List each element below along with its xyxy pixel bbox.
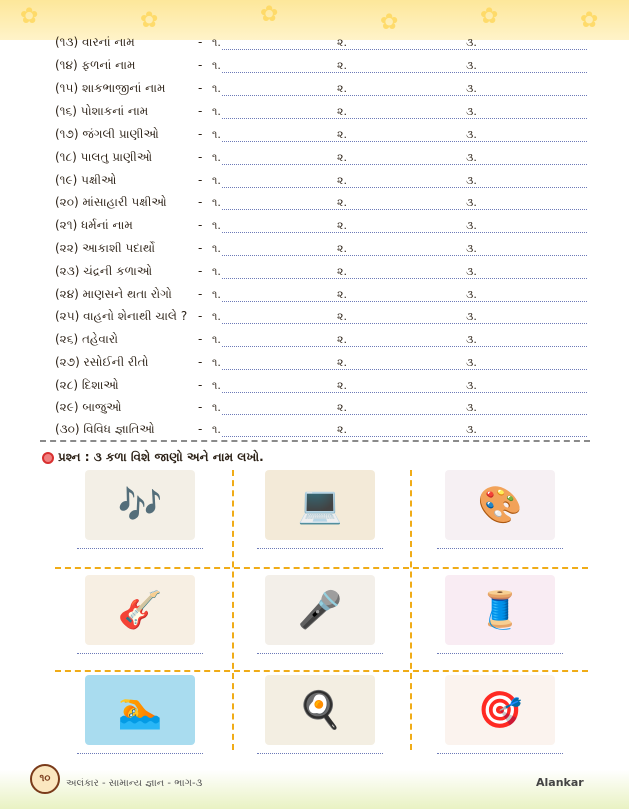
blank-3-number: ૩. [466,356,477,369]
blank-2-number: ૨. [337,82,347,95]
list-row [0,330,629,352]
blank-2-number: ૨. [337,174,347,187]
blank-1-number: ૧. [212,265,221,278]
blank-1-number: ૧. [212,128,221,141]
answer-line[interactable] [222,141,587,142]
picture-cell [425,575,575,665]
answer-line[interactable] [222,72,587,73]
blank-3-number: ૩. [466,59,477,72]
row-label: (૨૩) ચંદ્રની કળાઓ [55,264,153,278]
row-dash: - [198,378,203,392]
question-3-title [42,450,264,465]
answer-line[interactable] [77,653,203,654]
list-row [0,420,629,442]
row-dash: - [198,218,203,232]
answer-line[interactable] [222,369,587,370]
blank-2-number: ૨. [337,196,347,209]
answer-line[interactable] [222,232,587,233]
blank-2-number: ૨. [337,379,347,392]
answer-line[interactable] [257,548,383,549]
blank-1-number: ૧. [212,36,221,49]
row-label: (૨૨) આકાશી પદાર્થો [55,241,155,255]
answer-line[interactable] [257,753,383,754]
list-row [0,56,629,78]
answer-line[interactable] [222,187,587,188]
blank-2-number: ૨. [337,356,347,369]
row-dash: - [198,104,203,118]
blank-3-number: ૩. [466,401,477,414]
grid-divider-horizontal [55,567,588,569]
blank-2-number: ૨. [337,36,347,49]
blank-2-number: ૨. [337,59,347,72]
picture-glyph: 🎨 [477,485,523,526]
row-dash: - [198,400,203,414]
picture-glyph: 🧵 [477,590,523,631]
row-label: (૨૬) તહેવારો [55,332,119,346]
picture-glyph: 🍳 [297,690,343,731]
picture-glyph: 🎸 [117,590,163,631]
blank-3-number: ૩. [466,36,477,49]
blank-1-number: ૧. [212,333,221,346]
flower-icon: ✿ [480,4,499,29]
list-row [0,285,629,307]
blank-2-number: ૨. [337,401,347,414]
singers-icon [265,575,375,645]
blank-1-number: ૧. [212,310,221,323]
answer-line[interactable] [437,653,563,654]
list-row [0,307,629,329]
answer-line[interactable] [222,255,587,256]
blank-1-number: ૧. [212,379,221,392]
list-row [0,239,629,261]
blank-1-number: ૧. [212,401,221,414]
picture-cell [425,470,575,560]
shooter-icon [445,675,555,745]
answer-line[interactable] [222,301,587,302]
list-row [0,353,629,375]
answer-line[interactable] [222,209,587,210]
list-row [0,79,629,101]
list-row [0,216,629,238]
list-row [0,102,629,124]
answer-line[interactable] [257,653,383,654]
answer-line[interactable] [222,278,587,279]
flower-icon: ✿ [260,2,279,27]
blank-3-number: ૩. [466,379,477,392]
answer-line[interactable] [222,118,587,119]
row-label: (૨૫) વાહનો શેનાથી ચાલે ? [55,309,188,323]
picture-cell [65,575,215,665]
flower-icon: ✿ [380,10,399,35]
row-label: (૨૦) માંસાહારી પક્ષીઓ [55,195,167,209]
row-label: (૨૮) દિશાઓ [55,378,119,392]
picture-glyph: 🎤 [297,590,343,631]
blank-3-number: ૩. [466,128,477,141]
row-label: (૨૭) રસોઈની રીતો [55,355,149,369]
blank-1-number: ૧. [212,59,221,72]
blank-3-number: ૩. [466,219,477,232]
blank-3-number: ૩. [466,151,477,164]
blank-3-number: ૩. [466,310,477,323]
row-dash: - [198,150,203,164]
answer-line[interactable] [222,164,587,165]
answer-line[interactable] [222,95,587,96]
answer-line[interactable] [437,548,563,549]
row-dash: - [198,35,203,49]
blank-1-number: ૧. [212,82,221,95]
answer-line[interactable] [222,346,587,347]
picture-glyph: 🏊 [117,690,163,731]
page-number-badge: ૧૦ [30,764,60,794]
bullet-icon [42,452,54,464]
answer-line[interactable] [77,753,203,754]
question-text: પ્રશ્ન : ૩ કળા વિશે જાણો અને નામ લખો. [58,450,264,464]
blank-1-number: ૧. [212,356,221,369]
row-dash: - [198,355,203,369]
row-dash: - [198,58,203,72]
picture-cell [245,675,395,765]
picture-glyph: 🎶 [117,485,163,526]
row-label: (૧૫) શાકભાજીનાં નામ [55,81,166,95]
blank-3-number: ૩. [466,423,477,436]
blank-1-number: ૧. [212,219,221,232]
flower-icon: ✿ [580,8,599,33]
blank-3-number: ૩. [466,174,477,187]
list-row [0,193,629,215]
blank-3-number: ૩. [466,265,477,278]
picture-glyph: 💻 [297,485,343,526]
blank-2-number: ૨. [337,242,347,255]
row-dash: - [198,309,203,323]
blank-2-number: ૨. [337,310,347,323]
blank-3-number: ૩. [466,105,477,118]
answer-line[interactable] [222,49,587,50]
swimmer-icon [85,675,195,745]
row-dash: - [198,332,203,346]
list-row [0,376,629,398]
sitar-player-icon [85,575,195,645]
blank-3-number: ૩. [466,333,477,346]
blank-1-number: ૧. [212,196,221,209]
blank-2-number: ૨. [337,105,347,118]
blank-2-number: ૨. [337,333,347,346]
blank-2-number: ૨. [337,151,347,164]
brand-logo: Alankar [536,776,584,789]
list-row [0,33,629,55]
blank-3-number: ૩. [466,82,477,95]
row-dash: - [198,264,203,278]
section-divider [40,440,590,442]
list-row [0,125,629,147]
answer-line[interactable] [437,753,563,754]
row-label: (૧૯) પક્ષીઓ [55,173,117,187]
blank-3-number: ૩. [466,242,477,255]
cooking-icon [265,675,375,745]
list-row [0,148,629,170]
blank-2-number: ૨. [337,423,347,436]
blank-2-number: ૨. [337,265,347,278]
blank-1-number: ૧. [212,242,221,255]
row-label: (૧૩) વારનાં નામ [55,35,135,49]
row-label: (૧૪) ફળનાં નામ [55,58,136,72]
list-row [0,262,629,284]
painter-icon [445,470,555,540]
embroidery-icon [445,575,555,645]
grid-divider-horizontal [55,670,588,672]
footer-text: અલંકાર - સામાન્ય જ્ઞાન - ભાગ-૩ [66,778,203,789]
row-dash: - [198,81,203,95]
row-label: (૧૬) પોશાકનાં નામ [55,104,149,118]
picture-cell [245,575,395,665]
blank-1-number: ૧. [212,423,221,436]
row-dash: - [198,241,203,255]
picture-cell [245,470,395,560]
row-dash: - [198,422,203,436]
blank-2-number: ૨. [337,288,347,301]
blank-3-number: ૩. [466,196,477,209]
row-dash: - [198,127,203,141]
answer-line[interactable] [77,548,203,549]
row-label: (૧૮) પાલતુ પ્રાણીઓ [55,150,153,164]
flower-icon: ✿ [20,4,39,29]
footer-band [0,770,629,809]
row-dash: - [198,173,203,187]
list-row [0,398,629,420]
picture-glyph: 🎯 [477,690,523,731]
row-dash: - [198,195,203,209]
picture-cell [65,470,215,560]
blank-2-number: ૨. [337,219,347,232]
blank-2-number: ૨. [337,128,347,141]
row-label: (૧૭) જંગલી પ્રાણીઓ [55,127,159,141]
flower-icon: ✿ [140,8,159,33]
blank-1-number: ૧. [212,288,221,301]
answer-line[interactable] [222,392,587,393]
computer-user-icon [265,470,375,540]
row-label: (૨૧) ધર્મનાં નામ [55,218,133,232]
grid-divider-vertical [232,470,234,750]
blank-3-number: ૩. [466,288,477,301]
answer-line[interactable] [222,323,587,324]
flute-player-icon [85,470,195,540]
answer-line[interactable] [222,436,587,437]
list-row [0,171,629,193]
grid-divider-vertical [410,470,412,750]
row-label: (૩૦) વિવિધ જ્ઞાતિઓ [55,422,155,436]
blank-1-number: ૧. [212,151,221,164]
picture-cell [425,675,575,765]
row-dash: - [198,287,203,301]
blank-1-number: ૧. [212,105,221,118]
answer-line[interactable] [222,414,587,415]
picture-cell [65,675,215,765]
row-label: (૨૪) માણસને થતા રોગો [55,287,172,301]
row-label: (૨૯) બાજુઓ [55,400,122,414]
blank-1-number: ૧. [212,174,221,187]
